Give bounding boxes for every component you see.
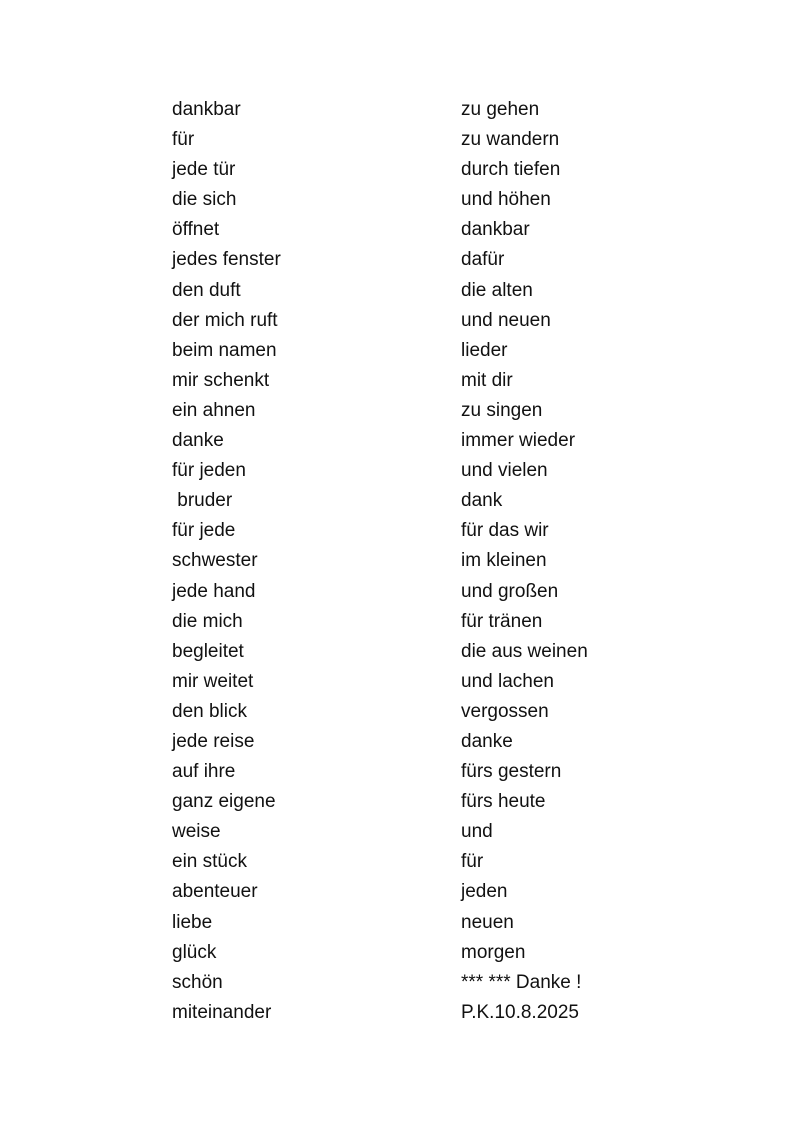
poem-line: der mich ruft — [172, 309, 278, 331]
poem-line: schön — [172, 971, 223, 993]
poem-line: ganz eigene — [172, 791, 276, 813]
poem-line: liebe — [172, 911, 213, 933]
poem-line: öffnet — [172, 219, 220, 241]
poem-line: für jeden — [172, 460, 246, 482]
poem-line: vergossen — [461, 700, 549, 722]
poem-line: auf ihre — [172, 761, 236, 783]
poem-line: und lachen — [461, 670, 554, 692]
poem-line: zu singen — [461, 399, 543, 421]
poem-line: bruder — [172, 490, 233, 512]
poem-line: und großen — [461, 580, 559, 602]
poem-left-column — [172, 95, 432, 1028]
poem-line: für — [461, 851, 484, 873]
poem-line: begleitet — [172, 640, 244, 662]
poem-line: jeden — [461, 881, 508, 903]
poem-line: jede hand — [172, 580, 256, 602]
poem-line: und vielen — [461, 460, 548, 482]
poem-line: neuen — [461, 911, 514, 933]
poem-line: immer wieder — [461, 430, 576, 452]
poem-line: schwester — [172, 550, 258, 572]
poem-line: dankbar — [461, 219, 530, 241]
poem-line: weise — [172, 821, 221, 843]
poem-line: mir schenkt — [172, 369, 270, 391]
poem-line: glück — [172, 941, 217, 963]
poem-line: den blick — [172, 700, 247, 722]
poem-line: mit dir — [461, 369, 513, 391]
poem-line: jede tür — [172, 159, 236, 181]
poem-line: im kleinen — [461, 550, 547, 572]
poem-line: ein stück — [172, 851, 247, 873]
poem-line: abenteuer — [172, 881, 258, 903]
poem-line: und höhen — [461, 189, 551, 211]
poem-line: danke — [172, 430, 224, 452]
poem-line: lieder — [461, 339, 508, 361]
poem-line: die mich — [172, 610, 243, 632]
poem-line: dankbar — [172, 99, 241, 120]
poem-line: und neuen — [461, 309, 551, 331]
poem-line: fürs gestern — [461, 761, 562, 783]
poem-line: miteinander — [172, 1001, 272, 1023]
poem-line: fürs heute — [461, 791, 546, 813]
poem-line: jedes fenster — [172, 249, 281, 271]
poem-line: durch tiefen — [461, 159, 561, 181]
poem-line: die aus weinen — [461, 640, 588, 662]
poem-line: beim namen — [172, 339, 277, 361]
poem-line: ein ahnen — [172, 399, 256, 421]
poem-line: den duft — [172, 279, 241, 301]
poem-line: jede reise — [172, 730, 255, 752]
poem-line: P.K.10.8.2025 — [461, 1001, 579, 1023]
poem-line: morgen — [461, 941, 526, 963]
poem-line: und — [461, 821, 493, 843]
poem-line: die sich — [172, 189, 237, 211]
poem-line: für jede — [172, 520, 236, 542]
poem-line: für — [172, 129, 195, 151]
poem-line: für tränen — [461, 610, 543, 632]
poem-line: zu gehen — [461, 99, 540, 120]
poem-line: *** *** Danke ! — [461, 971, 582, 993]
poem-line: zu wandern — [461, 129, 560, 151]
poem-line: dank — [461, 490, 503, 512]
poem-right-column — [461, 95, 761, 1028]
poem-line: die alten — [461, 279, 533, 301]
poem-line: mir weitet — [172, 670, 254, 692]
poem-line: für das wir — [461, 520, 549, 542]
poem-line: dafür — [461, 249, 505, 271]
poem-line: danke — [461, 730, 513, 752]
